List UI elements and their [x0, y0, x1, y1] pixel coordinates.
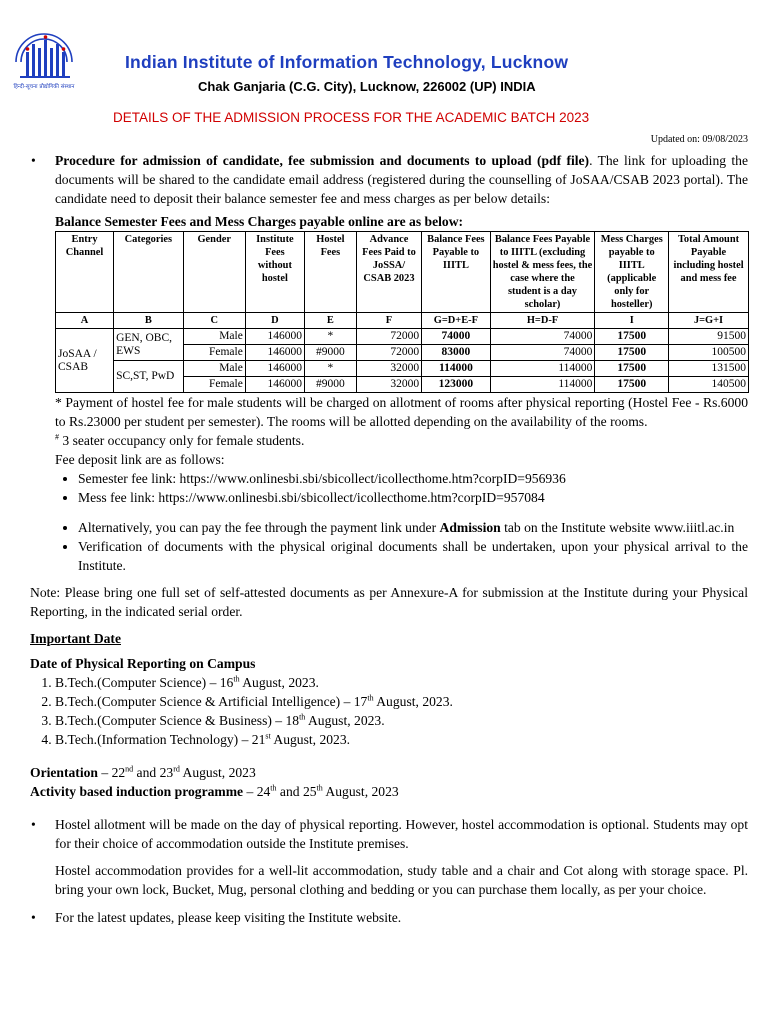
payment-list [30, 518, 748, 575]
header-cell: Gender [183, 232, 245, 313]
table-row [56, 329, 749, 345]
letter-cell: H=D-F [490, 313, 595, 329]
table-row [56, 361, 749, 377]
procedure-paragraph [30, 151, 748, 208]
header-cell: Advance Fees Paid to JoSSA/ CSAB 2023 [356, 232, 421, 313]
letter-cell: C [183, 313, 245, 329]
total-amount-cell: 131500 [669, 361, 749, 377]
letter-cell: D [245, 313, 304, 329]
header-cell: Balance Fees Payable to IIITL [422, 232, 490, 313]
female-note-text: 3 seater occupancy only for female students. [59, 433, 305, 448]
letter-cell: F [356, 313, 421, 329]
fee-notes [30, 393, 748, 469]
admission-tab-label: Admission [439, 520, 501, 535]
list-item: 1. B.Tech.(Computer Science) – 16th August, 2023. [55, 673, 748, 692]
mess-charge-cell: 17500 [595, 361, 669, 377]
letter-cell: I [595, 313, 669, 329]
mess-charge-cell: 17500 [595, 345, 669, 361]
institute-fee-cell: 146000 [245, 361, 304, 377]
document-body [30, 151, 748, 927]
fee-table-letter-row [56, 313, 749, 329]
total-amount-cell: 140500 [669, 377, 749, 393]
fee-table [55, 231, 749, 393]
letter-cell: B [114, 313, 184, 329]
admission-details-title: DETAILS OF THE ADMISSION PROCESS FOR THE ACADEMIC BATCH 2023 [113, 110, 590, 125]
total-amount-cell: 91500 [669, 329, 749, 345]
letter-cell: J=G+I [669, 313, 749, 329]
advance-fee-cell: 32000 [356, 377, 421, 393]
mess-charge-cell: 17500 [595, 377, 669, 393]
updated-date: Updated on: 09/08/2023 [650, 134, 748, 145]
hostel-accommodation-paragraph: Hostel accommodation provides for a well-lit accommodation, study table and a chair and Cot along with storage space. Pl. bring your own lock, Bucket, Mug, personal clothing and bedding or you can purchase them locally, as per your choice. [55, 863, 748, 897]
header-cell: Total Amount Payable including hostel and mess fee [669, 232, 749, 313]
dayscholar-fee-cell: 74000 [490, 329, 595, 345]
fee-table-header-row [56, 232, 749, 313]
header-cell: Entry Channel [56, 232, 114, 313]
mess-fee-link[interactable]: • Mess fee link: https://www.onlinesbi.sbi/sbicollect/icollecthome.htm?corpID=957084 [78, 488, 748, 507]
gender-cell: Male [183, 361, 245, 377]
category-cell: SC,ST, PwD [114, 361, 184, 393]
header-cell: Categories [114, 232, 184, 313]
female-occupancy-note [55, 431, 748, 450]
hostel-fee-cell: * [304, 361, 356, 377]
institute-fee-cell: 146000 [245, 329, 304, 345]
category-cell: GEN, OBC, EWS [114, 329, 184, 361]
list-item: 2. B.Tech.(Computer Science & Artificial Intelligence) – 17th August, 2023. [55, 692, 748, 711]
gender-cell: Female [183, 377, 245, 393]
alternative-payment-item [78, 518, 748, 537]
iiitl-logo [6, 22, 82, 92]
procedure-text: . The link for uploading the documents will be shared to the candidate email address (registered during the counselling of JoSAA/CSAB 2023 portal). The candidate need to deposit their balance semester fee and mess charges as per below details: [55, 153, 748, 206]
reporting-dates-list [30, 673, 748, 749]
hash-symbol: # [55, 432, 59, 442]
letter-cell: E [304, 313, 356, 329]
fee-link-list [30, 469, 748, 507]
dayscholar-fee-cell: 114000 [490, 361, 595, 377]
list-item: 4. B.Tech.(Information Technology) – 21st August, 2023. [55, 730, 748, 749]
hostel-fee-cell: #9000 [304, 377, 356, 393]
institute-address: Chak Ganjaria (C.G. City), Lucknow, 226002 (UP) INDIA [198, 79, 536, 94]
procedure-heading: Procedure for admission of candidate, fee submission and documents to upload (pdf file) [55, 153, 590, 168]
total-amount-cell: 100500 [669, 345, 749, 361]
verification-item: • Verification of documents with the physical original documents shall be undertaken, upon your physical arrival to the Institute. [78, 537, 748, 575]
gender-cell: Female [183, 345, 245, 361]
hostel-allotment-item: • Hostel allotment will be made on the day of physical reporting. However, hostel accommodation is optional. Students may opt for their choice of accommodation outside the Institute premises. [30, 815, 748, 853]
mess-charge-cell: 17500 [595, 329, 669, 345]
hostel-fee-cell: #9000 [304, 345, 356, 361]
dayscholar-fee-cell: 114000 [490, 377, 595, 393]
header-cell: Hostel Fees [304, 232, 356, 313]
advance-fee-cell: 32000 [356, 361, 421, 377]
institute-fee-cell: 146000 [245, 345, 304, 361]
list-item: 3. B.Tech.(Computer Science & Business) – 18th August, 2023. [55, 711, 748, 730]
hostel-fee-cell: * [304, 329, 356, 345]
semester-fee-link[interactable]: • Semester fee link: https://www.onlinesbi.sbi/sbicollect/icollecthome.htm?corpID=956936 [78, 469, 748, 488]
advance-fee-cell: 72000 [356, 329, 421, 345]
fee-link-intro: Fee deposit link are as follows: [55, 452, 225, 467]
induction-line: Activity based induction programme – 24th and 25th August, 2023 [30, 783, 399, 799]
header-cell: Mess Charges payable to IIITL (applicable only for hosteller) [595, 232, 669, 313]
latest-updates-item: • For the latest updates, please keep visiting the Institute website. [30, 908, 748, 927]
orientation-line: Orientation – 22nd and 23rd August, 2023 [30, 764, 256, 780]
letter-cell: G=D+E-F [422, 313, 490, 329]
note-paragraph: Note: Please bring one full set of self-attested documents as per Annexure-A for submission at the Institute during your Physical Reporting, in the indicated serial order. [30, 585, 748, 619]
dayscholar-fee-cell: 74000 [490, 345, 595, 361]
header-cell: Institute Fees without hostel [245, 232, 304, 313]
reporting-heading: Date of Physical Reporting on Campus [30, 656, 256, 671]
institute-fee-cell: 146000 [245, 377, 304, 393]
important-date-heading: Important Date [30, 631, 121, 646]
letter-cell: A [56, 313, 114, 329]
header-cell: Balance Fees Payable to IIITL (excluding hostel & mess fees, the case where the student is a day scholar) [490, 232, 595, 313]
alt-text-pre: Alternatively, you can pay the fee through the payment link under [78, 520, 440, 535]
balance-fee-cell: 123000 [422, 377, 490, 393]
svg-text:हिन्दी-सूचना प्रौद्योगिकी संस्: हिन्दी-सूचना प्रौद्योगिकी संस्थान [13, 84, 75, 90]
balance-fee-cell: 83000 [422, 345, 490, 361]
advance-fee-cell: 72000 [356, 345, 421, 361]
institute-name: Indian Institute of Information Technology, Lucknow [125, 52, 569, 72]
fee-table-heading: Balance Semester Fees and Mess Charges payable online are as below: [55, 214, 464, 229]
balance-fee-cell: 74000 [422, 329, 490, 345]
gender-cell: Male [183, 329, 245, 345]
balance-fee-cell: 114000 [422, 361, 490, 377]
alt-text-post: tab on the Institute website www.iiitl.ac.in [500, 520, 735, 535]
hostel-fee-note: * Payment of hostel fee for male students will be charged on allotment of rooms after physical reporting (Hostel Fee - Rs.6000 to Rs.23000 per student per semester). The rooms will be allotted depending on the availability of the rooms. [55, 395, 748, 429]
entry-channel-cell: JoSAA / CSAB [56, 329, 114, 393]
